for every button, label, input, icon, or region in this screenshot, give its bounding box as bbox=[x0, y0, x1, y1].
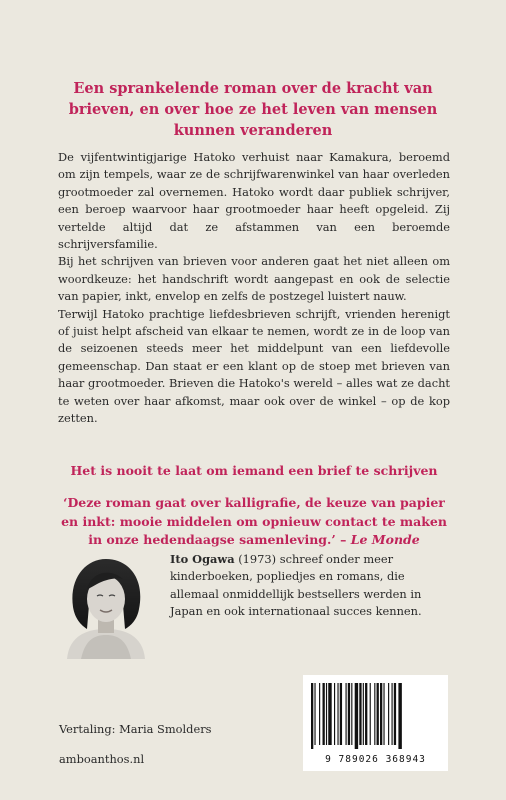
author-name: Ito Ogawa bbox=[170, 552, 235, 566]
barcode-bar bbox=[346, 683, 347, 745]
barcode-bar bbox=[355, 683, 358, 749]
tagline: Het is nooit te laat om iemand een brief te schrijven bbox=[70, 463, 438, 478]
barcode-bars bbox=[309, 683, 442, 749]
barcode-bar bbox=[370, 683, 371, 745]
synopsis-paragraph-2: Bij het schrijven van brieven voor anderen gaat het niet alleen om woordkeuze: het handschrift wordt aangepast en ook de selectie van papier, inkt, envelop en zelfs de postzegel luistert nauw. bbox=[58, 254, 450, 304]
lead-line-2: brieven, en over hoe ze het leven van mensen bbox=[68, 101, 438, 118]
barcode-bar bbox=[337, 683, 338, 745]
barcode-bar bbox=[383, 683, 384, 745]
press-quote bbox=[58, 494, 450, 550]
publisher-website: amboanthos.nl bbox=[59, 752, 145, 766]
barcode-bar bbox=[392, 683, 393, 745]
synopsis-paragraph-3: Terwijl Hatoko prachtige liefdesbrieven schrijft, vrienden herenigt of juist helpt afscheid van elkaar te nemen, wordt ze in de loop van de seizoenen steeds meer het middelpunt van een liefdevolle gemeenschap. Dan staat er een klant op de stoep met brieven van haar grootmoeder. Brieven die Hatoko's wereld – alles wat ze dacht te weten over haar afkomst, maar ook over de winkel – op de kop zetten. bbox=[58, 306, 450, 426]
barcode-bar bbox=[377, 683, 379, 745]
barcode-bar bbox=[340, 683, 342, 745]
lead-line-3: kunnen veranderen bbox=[173, 122, 333, 139]
isbn-number: 9 789026 368943 bbox=[325, 754, 426, 765]
synopsis-paragraph-1: De vijfentwintigjarige Hatoko verhuist naar Kamakura, beroemd om zijn tempels, waar ze de schrijfwarenwinkel van haar overleden grootmoeder zal overnemen. Hatoko wordt daar publiek schrijver, een beroep waarvoor haar grootmoeder haar heeft opgeleid. Zij vertelde altijd dat ze afstammen van een beroemde schrijversfamilie. bbox=[58, 150, 450, 252]
lead-line-1: Een sprankelende roman over de kracht van bbox=[73, 80, 433, 97]
translator-credit: Vertaling: Maria Smolders bbox=[59, 722, 212, 736]
barcode-bar bbox=[314, 683, 315, 745]
barcode-bar bbox=[348, 683, 350, 745]
barcode-bar bbox=[359, 683, 361, 745]
lead-headline bbox=[60, 78, 446, 141]
press-quote-source: Le Monde bbox=[350, 532, 420, 547]
barcode-bar bbox=[334, 683, 335, 745]
barcode-bar bbox=[323, 683, 325, 745]
barcode-bar bbox=[374, 683, 375, 745]
author-photo bbox=[59, 549, 153, 659]
barcode-bar bbox=[365, 683, 367, 745]
barcode-bar bbox=[326, 683, 327, 745]
synopsis bbox=[58, 149, 450, 428]
barcode-bar bbox=[319, 683, 320, 745]
barcode-bar bbox=[398, 683, 401, 749]
author-bio-text: (1973) schreef onder meer kinderboeken, popliedjes en romans, die allemaal onmiddellijk bestsellers werden in Japan en ook internationaal succes kennen. bbox=[170, 552, 422, 619]
isbn-barcode bbox=[303, 675, 448, 771]
barcode-bar bbox=[363, 683, 364, 745]
press-quote-text: ‘Deze roman gaat over kalligrafie, de keuze van papier en inkt: mooie middelen om opnieuw contact te maken in onze hedendaagse samenleving.’ – bbox=[61, 495, 447, 547]
barcode-bar bbox=[311, 683, 313, 749]
barcode-bar bbox=[388, 683, 389, 745]
author-bio bbox=[170, 551, 452, 621]
barcode-bar bbox=[380, 683, 382, 745]
barcode-bar bbox=[394, 683, 396, 745]
barcode-bar bbox=[351, 683, 352, 745]
barcode-bar bbox=[328, 683, 331, 745]
